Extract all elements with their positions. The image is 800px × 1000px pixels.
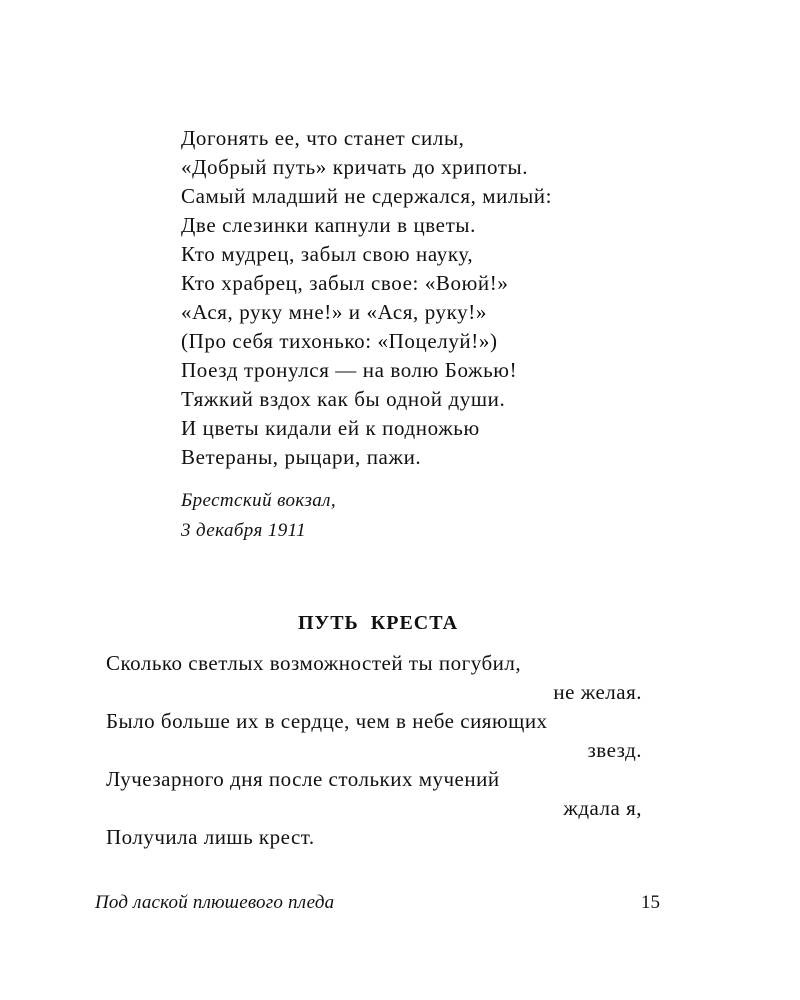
poem-stanza	[181, 124, 661, 472]
poem-line: Поезд тронулся — на волю Божью!	[181, 358, 518, 382]
poem-line: Самый младший не сдержался, милый:	[181, 184, 553, 208]
poem-line-continuation: звезд.	[587, 738, 642, 762]
poem-line: Догонять ее, что станет силы,	[181, 126, 465, 150]
poem-line: (Про себя тихонько: «Поцелуй!»)	[181, 329, 498, 353]
poem-line: Кто храбрец, забыл свое: «Воюй!»	[181, 271, 509, 295]
poem-line: «Ася, руку мне!» и «Ася, руку!»	[181, 300, 487, 324]
poem-line-continuation: не желая.	[553, 680, 642, 704]
poem-signature	[181, 486, 581, 546]
poem-line: Лучезарного дня после стольких мучений	[106, 767, 500, 791]
signature-place: Брестский вокзал,	[181, 490, 336, 511]
running-footer-title: Под лаской плюшевого пледа	[95, 892, 335, 913]
poem-line: Две слезинки капнули в цветы.	[181, 213, 476, 237]
poem-body	[106, 649, 642, 852]
poem-line-continuation: ждала я,	[563, 796, 642, 820]
signature-date: 3 декабря 1911	[181, 520, 307, 541]
page-number: 15	[641, 892, 660, 913]
poem-line: И цветы кидали ей к подножью	[181, 416, 480, 440]
poem-line: Получила лишь крест.	[106, 825, 315, 849]
poem-line: Ветераны, рыцари, пажи.	[181, 445, 422, 469]
poem-line: Тяжкий вздох как бы одной души.	[181, 387, 506, 411]
poem-title: ПУТЬ КРЕСТА	[297, 612, 459, 634]
poem-line: «Добрый путь» кричать до хрипоты.	[181, 155, 529, 179]
poem-line: Кто мудрец, забыл свою науку,	[181, 242, 474, 266]
page-footer	[95, 890, 660, 916]
poem-line: Было больше их в сердце, чем в небе сияющих	[106, 709, 548, 733]
poem-line: Сколько светлых возможностей ты погубил,	[106, 651, 522, 675]
